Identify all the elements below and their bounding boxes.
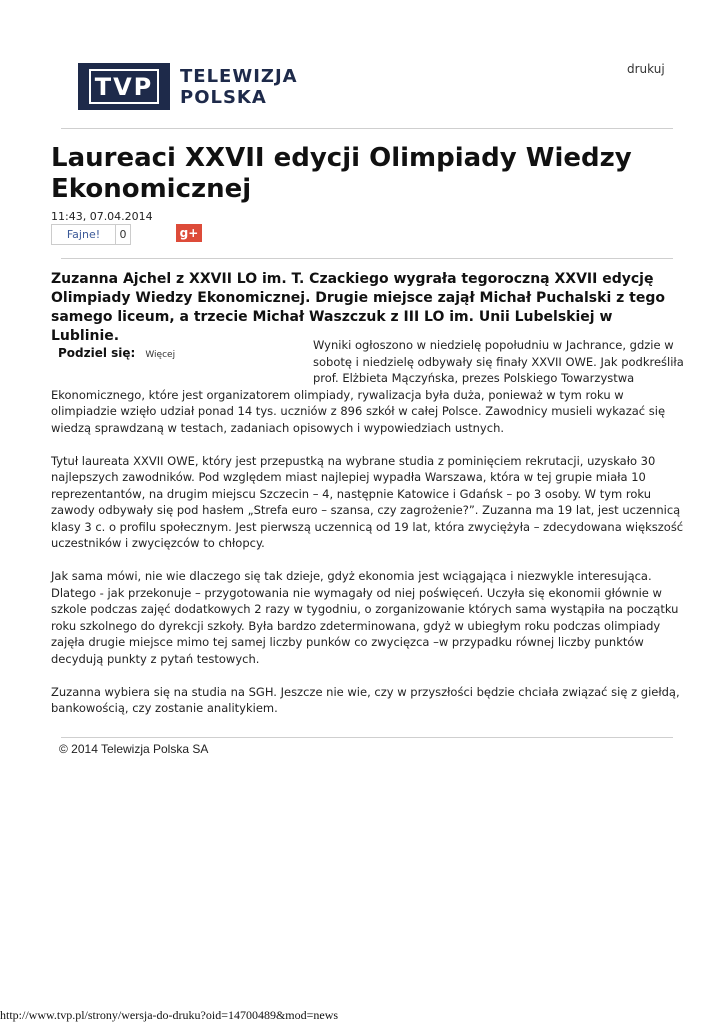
tvp-logo[interactable]	[78, 63, 298, 110]
header-divider	[61, 128, 673, 129]
logo-mark-text: TVP	[89, 69, 160, 104]
print-link[interactable]: drukuj	[627, 62, 665, 76]
article-lead: Zuzanna Ajchel z XXVII LO im. T. Czackiego wygrała tegoroczną XXVII edycję Olimpiady Wiedzy Ekonomicznej. Drugie miejsce zajął Michał Puchalski z tego samego liceum, a trzecie Michał Waszczuk z III LO im. Unii Lubelskiej w Lublinie.	[51, 271, 665, 344]
copyright: © 2014 Telewizja Polska SA	[59, 742, 209, 756]
meta-divider	[61, 258, 673, 259]
logo-wordmark	[180, 66, 298, 108]
article-title: Laureaci XXVII edycji Olimpiady Wiedzy Ekonomicznej	[51, 143, 632, 204]
logo-line-1: TELEWIZJA	[180, 65, 298, 87]
article-date: 11:43, 07.04.2014	[51, 210, 153, 223]
like-count: 0	[115, 225, 130, 244]
article-body	[51, 337, 691, 733]
share-box-spacer	[51, 337, 313, 385]
like-label: Fajne!	[66, 228, 101, 241]
article-paragraph: Jak sama mówi, nie wie dlaczego się tak dzieje, gdyż ekonomia jest wciągająca i niezwykle interesująca. Dlatego - jak przekonuje – przygotowania nie wymagały od niej poświęceń. Uczyła się ekonomii głównie w szkole podczas zajęć dodatkowych 2 razy w tygodniu, o zorganizowanie których sama wystąpiła na początku roku szkolnego do dyrekcji szkoły. Była bardzo zdeterminowana, gdyż w ubiegłym roku podczas olimpiady zajęła drugie miejsce mimo tej samej liczby punków co zwycięzca –w przypadku równej liczby punktów decydują punkty z pytań testowych.	[51, 569, 679, 666]
article-paragraph: Tytuł laureata XXVII OWE, który jest przepustką na wybrane studia z pominięciem rekrutacji, uzyskało 30 najlepszych zawodników. Pod względem miast najlepiej wypadła Warszawa, która w tej grupie miała 10 reprezentantów, na drugim miejscu Szczecin – 4, następnie Katowice i Gdańsk – po 3 osoby. W tym roku zawody odbywały się pod hasłem „Strefa euro – szansa, czy zagrożenie?”. Zuzanna ma 19 lat, jest uczennicą klasy 3 c. o profilu społecznym. Jest pierwszą uczennicą od 19 lat, która zwyciężyła – zdecydowana większość uczestników i zwycięzców to chłopcy.	[51, 453, 684, 550]
share-label: Podziel się:	[58, 346, 136, 360]
share-more-link[interactable]: Więcej	[145, 350, 176, 360]
article-paragraph: Zuzanna wybiera się na studia na SGH. Jeszcze nie wie, czy w przyszłości będzie chciała związać się z giełdą, bankowością, czy zostanie analitykiem.	[51, 684, 680, 715]
footer-divider	[61, 737, 673, 738]
page-url: http://www.tvp.pl/strony/wersja-do-druku?oid=14700489&mod=news	[0, 1008, 339, 1022]
like-button[interactable]	[51, 224, 131, 245]
logo-line-2: POLSKA	[180, 86, 267, 108]
article-paragraph: Wyniki ogłoszono w niedzielę popołudniu w Jachrance, gdzie w sobotę i niedzielę odbywały się finały XXVII OWE. Jak podkreśliła prof. Elżbieta Mączyńska, prezes Polskiego Towarzystwa Ekonomicznego, które jest organizatorem olimpiady, rywalizacja była duża, ponieważ w tym roku w olimpiadzie wzięło udział ponad 14 tys. uczniów z 896 szkół w całej Polsce. Zawodnicy musieli wykazać się wiedzą sprawdzaną w testach, zadaniach opisowych i wypowiedziach ustnych.	[51, 338, 684, 435]
google-plus-icon[interactable]: g+	[176, 224, 202, 242]
logo-mark	[78, 63, 170, 110]
